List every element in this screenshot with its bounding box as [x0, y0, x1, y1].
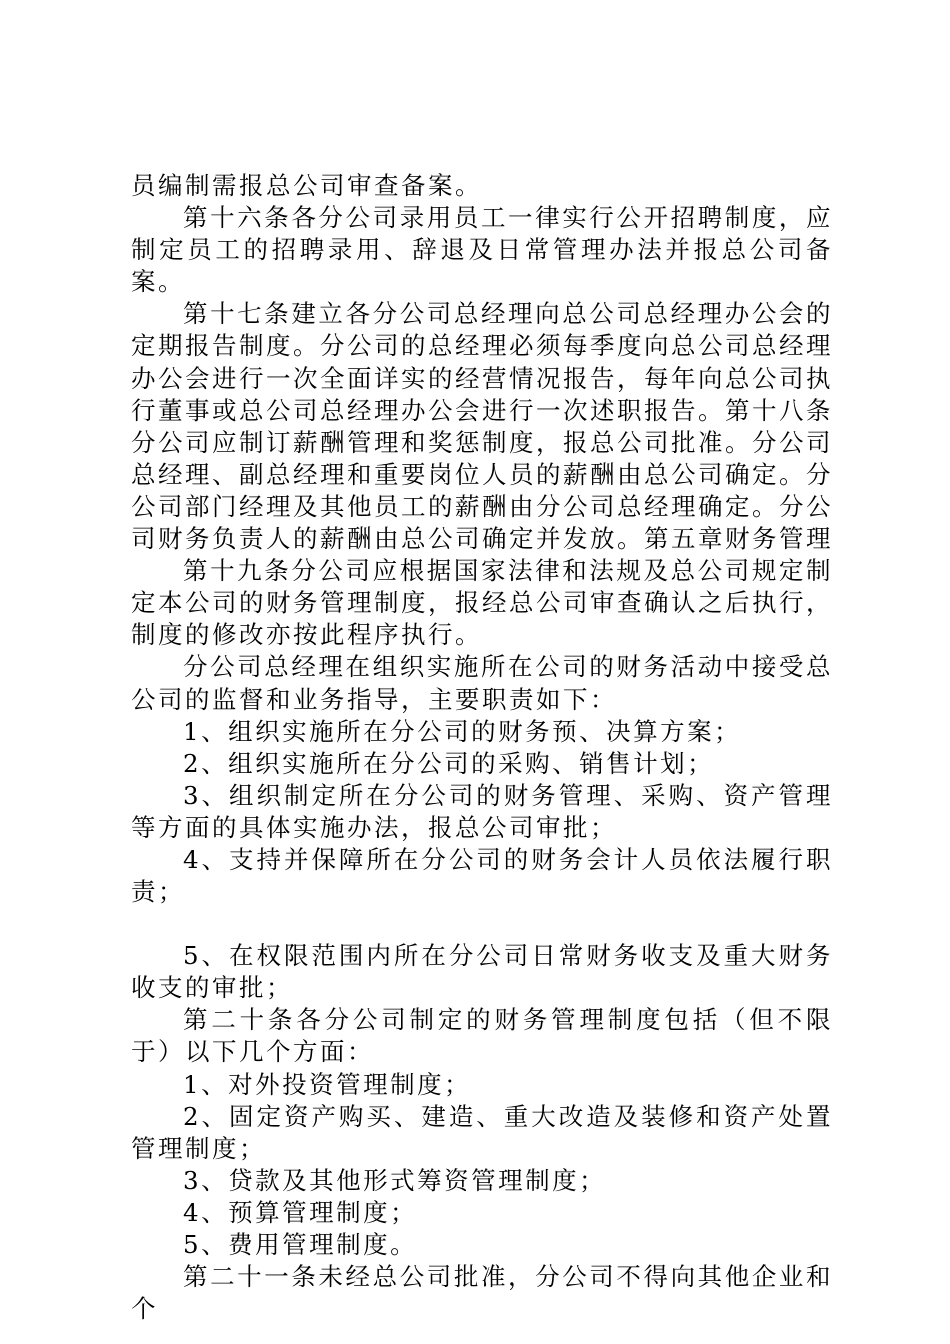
paragraph-article-16: 第十六条各分公司录用员工一律实行公开招聘制度，应制定员工的招聘录用、辞退及日常管理办法并报总公司备案。	[131, 203, 833, 297]
list-item-policy-3: 3、贷款及其他形式筹资管理制度；	[183, 1165, 607, 1195]
paragraph-article-21: 第二十一条未经总公司批准，分公司不得向其他企业和个	[131, 1262, 833, 1324]
list-item-policy-2: 2、固定资产购买、建造、重大改造及装修和资产处置管理制度；	[131, 1101, 833, 1163]
list-item-duty-1: 1、组织实施所在分公司的财务预、决算方案；	[183, 716, 742, 746]
paragraph-article-17-18: 第十七条建立各分公司总经理向总公司总经理办公会的定期报告制度。分公司的总经理必须每季度向总公司总经理办公会进行一次全面详实的经营情况报告，每年向总公司执行董事或总公司总经理办公会进行一次述职报告。第十八条分公司应制订薪酬管理和奖惩制度，报总公司批准。分公司总经理、副总经理和重要岗位人员的薪酬由总公司确定。分公司部门经理及其他员工的薪酬由分公司总经理确定。分公司财务负责人的薪酬由总公司确定并发放。第五章财务管理	[131, 299, 833, 554]
document-body	[131, 170, 833, 1325]
paragraph-1: 员编制需报总公司审查备案。	[131, 171, 482, 200]
list-item-duty-3: 3、组织制定所在分公司的财务管理、采购、资产管理等方面的具体实施办法，报总公司审批；	[131, 780, 833, 842]
list-item-policy-1: 1、对外投资管理制度；	[183, 1069, 472, 1099]
list-item-duty-4: 4、支持并保障所在分公司的财务会计人员依法履行职责；	[131, 844, 833, 907]
list-item-duty-2: 2、组织实施所在分公司的采购、销售计划；	[183, 748, 715, 778]
list-item-duty-5: 5、在权限范围内所在分公司日常财务收支及重大财务收支的审批；	[131, 941, 833, 1003]
paragraph-article-19: 第十九条分公司应根据国家法律和法规及总公司规定制定本公司的财务管理制度，报经总公司审查确认之后执行，制度的修改亦按此程序执行。	[131, 556, 833, 650]
paragraph-article-20: 第二十条各分公司制定的财务管理制度包括（但不限于）以下几个方面：	[131, 1005, 833, 1067]
list-item-policy-4: 4、预算管理制度；	[183, 1197, 418, 1227]
list-item-policy-5: 5、费用管理制度。	[183, 1230, 418, 1259]
paragraph-spacer	[131, 908, 833, 940]
paragraph-gm-duties: 分公司总经理在组织实施所在公司的财务活动中接受总公司的监督和业务指导，主要职责如下：	[131, 652, 833, 714]
